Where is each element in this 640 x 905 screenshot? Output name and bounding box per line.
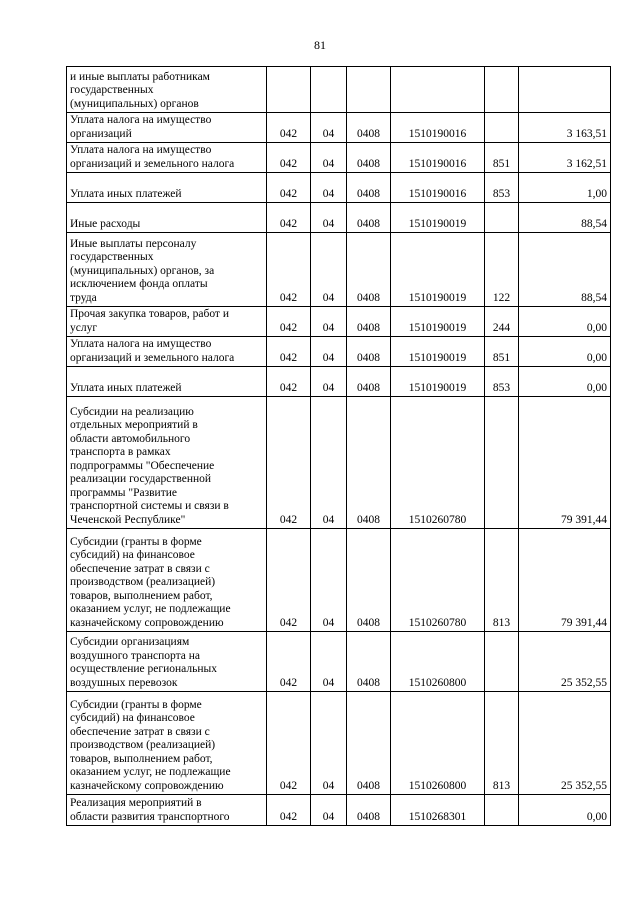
target-code-cell: 1510260780 xyxy=(391,397,485,529)
target-code-cell: 1510190016 xyxy=(391,143,485,173)
row-name-cell: Уплата налога на имущество организаций xyxy=(67,113,267,143)
expense-type-cell: 244 xyxy=(485,307,519,337)
expense-type-cell: 853 xyxy=(485,173,519,203)
table-row xyxy=(67,233,611,307)
row-name-cell: и иные выплаты работникам государственных (муниципальных) органов xyxy=(67,67,267,113)
expense-type-cell xyxy=(485,67,519,113)
row-name-cell: Уплата налога на имущество организаций и земельного налога xyxy=(67,143,267,173)
ministry-code-cell: 042 xyxy=(267,143,311,173)
target-code-cell: 1510190019 xyxy=(391,233,485,307)
expense-type-cell xyxy=(485,632,519,692)
table-row xyxy=(67,143,611,173)
expense-type-cell: 851 xyxy=(485,337,519,367)
section-code-cell: 04 xyxy=(311,632,347,692)
subsection-code-cell: 0408 xyxy=(347,173,391,203)
section-code-cell: 04 xyxy=(311,397,347,529)
ministry-code-cell: 042 xyxy=(267,529,311,632)
table-row xyxy=(67,173,611,203)
ministry-code-cell: 042 xyxy=(267,367,311,397)
section-code-cell: 04 xyxy=(311,233,347,307)
ministry-code-cell: 042 xyxy=(267,233,311,307)
expense-type-cell xyxy=(485,203,519,233)
table-row xyxy=(67,337,611,367)
table-row xyxy=(67,632,611,692)
section-code-cell: 04 xyxy=(311,692,347,795)
section-code-cell: 04 xyxy=(311,529,347,632)
page-number: 81 xyxy=(314,38,326,52)
subsection-code-cell: 0408 xyxy=(347,203,391,233)
row-name-cell: Уплата налога на имущество организаций и земельного налога xyxy=(67,337,267,367)
ministry-code-cell: 042 xyxy=(267,203,311,233)
section-code-cell: 04 xyxy=(311,203,347,233)
section-code-cell: 04 xyxy=(311,367,347,397)
target-code-cell: 1510190016 xyxy=(391,113,485,143)
target-code-cell xyxy=(391,67,485,113)
table-row xyxy=(67,367,611,397)
expense-type-cell: 813 xyxy=(485,692,519,795)
target-code-cell: 1510260800 xyxy=(391,692,485,795)
table-row xyxy=(67,692,611,795)
amount-cell: 88,54 xyxy=(519,203,611,233)
row-name-cell: Уплата иных платежей xyxy=(67,173,267,203)
ministry-code-cell: 042 xyxy=(267,173,311,203)
row-name-cell: Субсидии на реализацию отдельных мероприятий в области автомобильного транспорта в рамках подпрограммы "Обеспечение реализации государственной программы "Развитие транспортной системы и связи в Чеченской Республике" xyxy=(67,397,267,529)
subsection-code-cell: 0408 xyxy=(347,795,391,826)
target-code-cell: 1510260780 xyxy=(391,529,485,632)
amount-cell: 88,54 xyxy=(519,233,611,307)
target-code-cell: 1510190016 xyxy=(391,173,485,203)
amount-cell: 3 162,51 xyxy=(519,143,611,173)
subsection-code-cell: 0408 xyxy=(347,692,391,795)
section-code-cell: 04 xyxy=(311,143,347,173)
table-row xyxy=(67,795,611,826)
ministry-code-cell: 042 xyxy=(267,692,311,795)
ministry-code-cell: 042 xyxy=(267,632,311,692)
expense-type-cell: 851 xyxy=(485,143,519,173)
section-code-cell: 04 xyxy=(311,173,347,203)
target-code-cell: 1510268301 xyxy=(391,795,485,826)
amount-cell: 25 352,55 xyxy=(519,632,611,692)
row-name-cell: Субсидии (гранты в форме субсидий) на финансовое обеспечение затрат в связи с производством (реализацией) товаров, выполнением работ, оказанием услуг, не подлежащие казначейскому сопровождению xyxy=(67,529,267,632)
ministry-code-cell: 042 xyxy=(267,307,311,337)
subsection-code-cell: 0408 xyxy=(347,113,391,143)
expense-type-cell xyxy=(485,795,519,826)
section-code-cell: 04 xyxy=(311,337,347,367)
target-code-cell: 1510190019 xyxy=(391,307,485,337)
amount-cell: 3 163,51 xyxy=(519,113,611,143)
subsection-code-cell: 0408 xyxy=(347,529,391,632)
section-code-cell: 04 xyxy=(311,307,347,337)
row-name-cell: Субсидии организациям воздушного транспорта на осуществление региональных воздушных перевозок xyxy=(67,632,267,692)
table-row xyxy=(67,203,611,233)
amount-cell: 0,00 xyxy=(519,337,611,367)
section-code-cell: 04 xyxy=(311,113,347,143)
amount-cell: 79 391,44 xyxy=(519,397,611,529)
target-code-cell: 1510190019 xyxy=(391,367,485,397)
subsection-code-cell: 0408 xyxy=(347,367,391,397)
target-code-cell: 1510190019 xyxy=(391,203,485,233)
ministry-code-cell: 042 xyxy=(267,337,311,367)
target-code-cell: 1510260800 xyxy=(391,632,485,692)
subsection-code-cell: 0408 xyxy=(347,307,391,337)
expense-type-cell xyxy=(485,397,519,529)
amount-cell: 0,00 xyxy=(519,367,611,397)
subsection-code-cell: 0408 xyxy=(347,632,391,692)
row-name-cell: Субсидии (гранты в форме субсидий) на финансовое обеспечение затрат в связи с производством (реализацией) товаров, выполнением работ, оказанием услуг, не подлежащие казначейскому сопровождению xyxy=(67,692,267,795)
table-row xyxy=(67,113,611,143)
subsection-code-cell xyxy=(347,67,391,113)
table-row xyxy=(67,307,611,337)
row-name-cell: Иные расходы xyxy=(67,203,267,233)
expense-type-cell: 813 xyxy=(485,529,519,632)
subsection-code-cell: 0408 xyxy=(347,337,391,367)
budget-table-body xyxy=(67,67,611,826)
subsection-code-cell: 0408 xyxy=(347,397,391,529)
row-name-cell: Реализация мероприятий в области развития транспортного xyxy=(67,795,267,826)
expense-type-cell: 122 xyxy=(485,233,519,307)
budget-table xyxy=(66,66,611,826)
section-code-cell xyxy=(311,67,347,113)
table-row xyxy=(67,529,611,632)
amount-cell: 25 352,55 xyxy=(519,692,611,795)
target-code-cell: 1510190019 xyxy=(391,337,485,367)
amount-cell xyxy=(519,67,611,113)
ministry-code-cell: 042 xyxy=(267,397,311,529)
expense-type-cell xyxy=(485,113,519,143)
ministry-code-cell xyxy=(267,67,311,113)
table-row xyxy=(67,397,611,529)
section-code-cell: 04 xyxy=(311,795,347,826)
row-name-cell: Уплата иных платежей xyxy=(67,367,267,397)
row-name-cell: Прочая закупка товаров, работ и услуг xyxy=(67,307,267,337)
ministry-code-cell: 042 xyxy=(267,795,311,826)
ministry-code-cell: 042 xyxy=(267,113,311,143)
subsection-code-cell: 0408 xyxy=(347,143,391,173)
subsection-code-cell: 0408 xyxy=(347,233,391,307)
amount-cell: 0,00 xyxy=(519,307,611,337)
amount-cell: 0,00 xyxy=(519,795,611,826)
amount-cell: 1,00 xyxy=(519,173,611,203)
row-name-cell: Иные выплаты персоналу государственных (муниципальных) органов, за исключением фонда оплаты труда xyxy=(67,233,267,307)
expense-type-cell: 853 xyxy=(485,367,519,397)
table-row xyxy=(67,67,611,113)
amount-cell: 79 391,44 xyxy=(519,529,611,632)
